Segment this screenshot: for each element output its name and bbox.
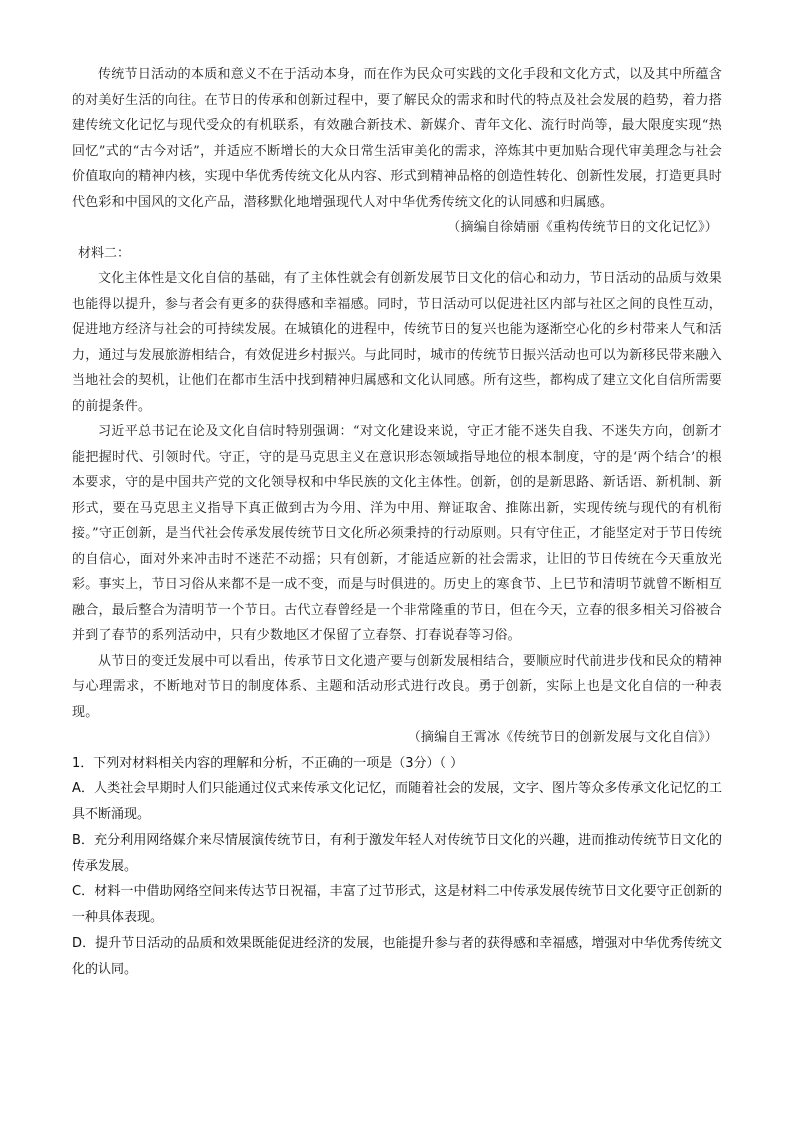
- material-one: [72, 62, 722, 241]
- question-one-option-b: B．充分利用网络媒介来尽情展演传统节日，有利于激发年轻人对传统节日文化的兴趣，进而推动传统节日文化的传承发展。: [72, 832, 722, 874]
- material-one-source: （摘编自徐婧丽《重构传统节日的文化记忆》）: [447, 220, 718, 235]
- question-one-option-a: A．人类社会早期时人们只能通过仪式来传承文化记忆，而随着社会的发展，文字、图片等众多传承文化记忆的工具不断涌现。: [72, 781, 722, 823]
- material-one-paragraph: 传统节日活动的本质和意义不在于活动本身，而在作为民众可实践的文化手段和文化方式，以及其中所蕴含的对美好生活的向往。在节日的传承和创新过程中，要了解民众的需求和时代的特点及社会发展的趋势，着力搭建传统文化记忆与现代受众的有机联系，有效融合新技术、新媒介、青年文化、流行时尚等，最大限度实现“热回忆”式的“古今对话”，并适应不断增长的大众日常生活审美化的需求，淬炼其中更加贴合现代审美理念与社会价值取向的精神内核，实现中华优秀传统文化从内容、形式到精神品格的创造性转化、创新性发展，打造更具时代色彩和中国风的文化产品，潜移默化地增强现代人对中华优秀传统文化的认同感和归属感。: [72, 67, 722, 210]
- document-page: [72, 62, 722, 983]
- question-one-option-d: D．提升节日活动的品质和效果既能促进经济的发展，也能提升参与者的获得感和幸福感，增强对中华优秀传统文化的认同。: [72, 936, 722, 977]
- question-one-stem: 1．下列对材料相关内容的理解和分析，不正确的一项是（3分）（ ）: [72, 755, 464, 771]
- question-one: [72, 751, 722, 983]
- material-two-paragraph-3: 从节日的变迁发展中可以看出，传承节日文化遗产要与创新发展相结合，要顺应时代前进步伐和民众的精神与心理需求，不断地对节日的制度体系、主题和活动形式进行改良。勇于创新，实际上也是文化自信的一种表现。: [72, 653, 722, 720]
- material-two-paragraph-1: 文化主体性是文化自信的基础，有了主体性就会有创新发展节日文化的信心和动力，节日活动的品质与效果也能得以提升，参与者会有更多的获得感和幸福感。同时，节日活动可以促进社区内部与社区之间的良性互动，促进地方经济与社会的可持续发展。在城镇化的进程中，传统节日的复兴也能为逐渐空心化的乡村带来人气和活力，通过与发展旅游相结合，有效促进乡村振兴。与此同时，城市的传统节日振兴活动也可以为新移民带来融入当地社会的契机，让他们在都市生活中找到精神归属感和文化认同感。所有这些，都构成了建立文化自信所需要的前提条件。: [72, 271, 722, 414]
- material-two-source: （摘编自王霄冰《传统节日的创新发展与文化自信》）: [407, 730, 718, 745]
- material-two-paragraph-2: 习近平总书记在论及文化自信时特别强调：“对文化建设来说，守正才能不迷失自我、不迷失方向，创新才能把握时代、引领时代。守正，守的是马克思主义在意识形态领域指导地位的根本制度，守的是‘两个结合’的根本要求，守的是中国共产党的文化领导权和中华民族的文化主体性。创新，创的是新思路、新话语、新机制、新形式，要在马克思主义指导下真正做到古为今用、洋为中用、辩证取舍、推陈出新，实现传统与现代的有机衔接。”守正创新，是当代社会传承发展传统节日文化所必须秉持的行动原则。只有守住正，才能坚定对于节日传统的自信心，面对外来冲击时不迷茫不动摇；只有创新，才能适应新的社会需求，让旧的节日传统在今天重放光彩。事实上，节日习俗从来都不是一成不变，而是与时俱进的。历史上的寒食节、上巳节和清明节就曾不断相互融合，最后整合为清明节一个节日。古代立春曾经是一个非常隆重的节日，但在今天，立春的很多相关习俗被合并到了春节的系列活动中，只有少数地区才保留了立春祭、打春说春等习俗。: [72, 424, 722, 643]
- material-two-label: 材料二：: [78, 245, 131, 261]
- question-one-option-c: C．材料一中借助网络空间来传达节日祝福，丰富了过节形式，这是材料二中传承发展传统节日文化要守正创新的一种具体表现。: [72, 884, 722, 926]
- material-two: [72, 241, 722, 751]
